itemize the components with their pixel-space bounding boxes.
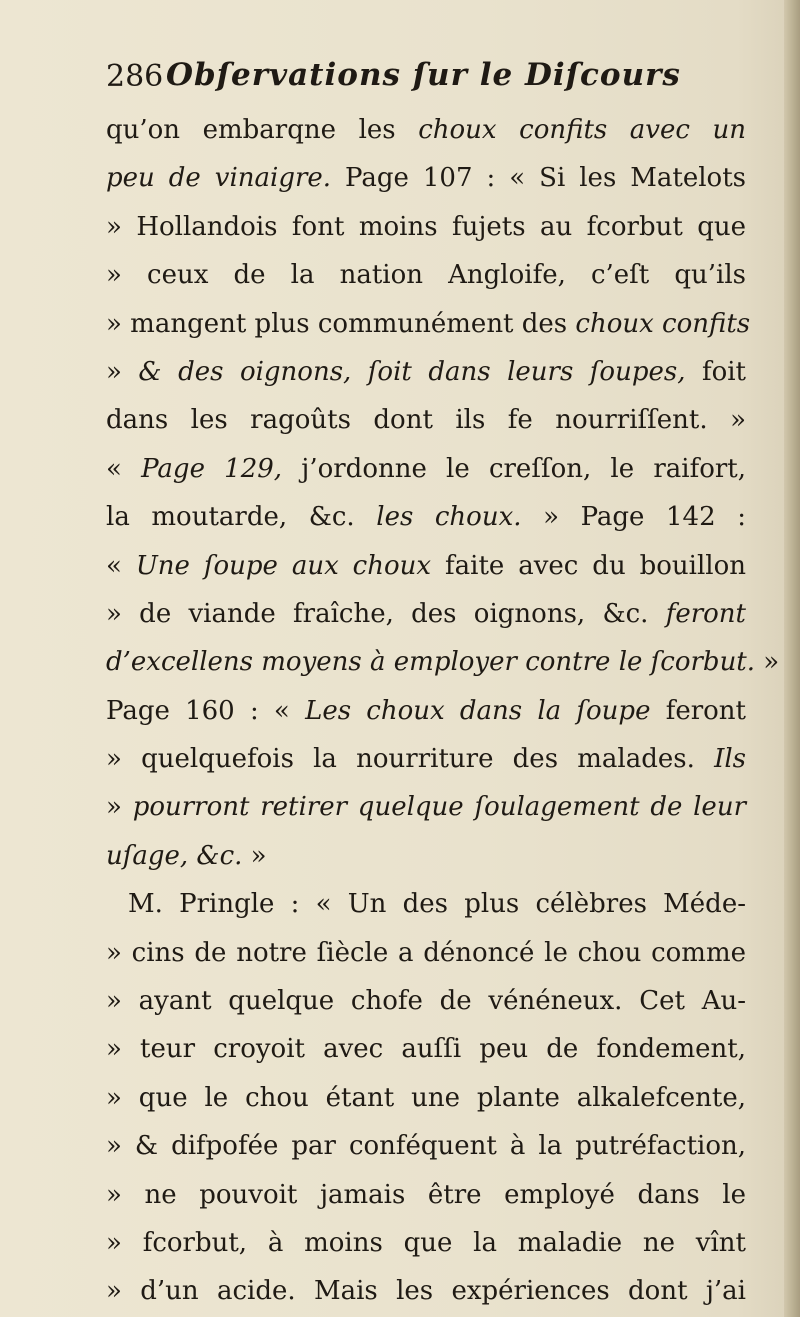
text-segment: » — [106, 792, 133, 823]
text-segment: dans les ragoûts dont ils fe nourriſſent. » — [106, 405, 746, 436]
text-line — [106, 1074, 746, 1122]
italic-text: Les choux dans la ſoupe — [305, 695, 651, 726]
body-text — [106, 106, 780, 1316]
text-segment: Page 107 : « Si les Matelots — [331, 163, 746, 194]
text-line — [106, 783, 746, 831]
italic-text: choux confits avec un — [418, 115, 746, 145]
running-title: Obſervations ſur le Diſcours — [166, 57, 681, 93]
text-line — [106, 106, 746, 154]
italic-text: d’excellens moyens à employer contre le ſcorbut. — [106, 647, 756, 678]
text-line — [106, 396, 746, 444]
page-binding-edge — [784, 0, 800, 1317]
text-segment: Page 160 : « — [106, 695, 306, 726]
page-number: 286 — [106, 59, 164, 94]
text-segment: » — [755, 647, 780, 678]
text-segment: » Page 142 : — [521, 502, 746, 533]
italic-text: peu de vinaigre. — [106, 163, 332, 194]
text-segment: » de viande fraîche, des oignons, &c. — [106, 598, 666, 629]
text-segment: » d’un acide. Mais les expériences dont j’ai — [106, 1276, 746, 1307]
text-segment: » fcorbut, à moins que la maladie ne vînt — [106, 1227, 746, 1258]
running-header — [106, 55, 746, 101]
text-segment: » mangent plus communément des — [106, 308, 576, 339]
text-line — [106, 203, 746, 251]
italic-text: Page 129, — [141, 453, 283, 484]
italic-text: les choux. — [376, 502, 522, 533]
text-segment: qu’on embarqne les — [106, 115, 419, 145]
text-segment: foit — [685, 356, 747, 387]
italic-text: choux confits — [575, 308, 751, 339]
text-segment: j’ordonne le creſſon, le raifort, — [282, 453, 746, 484]
text-segment: » cins de notre ſiècle a dénoncé le chou comme — [106, 937, 746, 968]
text-segment: « — [106, 550, 136, 581]
text-line — [106, 542, 746, 590]
text-line — [106, 832, 746, 880]
text-segment: » teur croyoit avec auſſi peu de fondement, — [106, 1034, 746, 1065]
text-line — [106, 251, 746, 299]
text-segment: M. Pringle : « Un des plus célèbres Méde- — [128, 889, 746, 920]
text-segment: faite avec du bouillon — [431, 550, 747, 581]
italic-text: Une ſoupe aux choux — [135, 550, 432, 581]
text-segment: feront — [650, 695, 746, 726]
text-line — [106, 1219, 746, 1267]
text-line — [106, 687, 746, 735]
text-segment: » que le chou étant une plante alkalefcente, — [106, 1082, 746, 1113]
italic-text: pourront retirer quelque ſoulagement de leur — [132, 792, 746, 823]
text-line — [106, 493, 746, 541]
italic-text: uſage, &c. — [106, 840, 243, 871]
text-line — [106, 348, 746, 396]
text-segment: » — [106, 356, 139, 387]
text-line — [106, 880, 746, 928]
text-line — [106, 638, 780, 686]
italic-text: Ils — [714, 744, 746, 775]
italic-text: & des oignons, ſoit dans leurs ſoupes, — [138, 356, 686, 387]
text-line — [106, 590, 746, 638]
text-line — [106, 977, 746, 1025]
text-segment: la moutarde, &c. — [106, 502, 377, 533]
italic-text: feront — [665, 598, 746, 629]
text-line — [106, 445, 746, 493]
text-line — [106, 929, 746, 977]
text-line — [106, 300, 751, 348]
text-segment: » quelquefois la nourriture des malades. — [106, 744, 715, 775]
text-segment: » Hollandois font moins fujets au fcorbut que — [106, 211, 746, 242]
text-segment: » ne pouvoit jamais être employé dans le — [106, 1179, 746, 1210]
text-line — [106, 735, 746, 783]
text-segment: » — [242, 840, 267, 871]
text-line — [106, 1267, 746, 1315]
text-segment: « — [106, 453, 142, 484]
text-line — [106, 154, 746, 202]
text-line — [106, 1171, 746, 1219]
text-segment: » ceux de la nation Angloife, c’eſt qu’ils — [106, 260, 746, 291]
text-line — [106, 1025, 746, 1073]
text-line — [106, 1122, 746, 1170]
text-segment: » & difpofée par conféquent à la putréfaction, — [106, 1131, 746, 1162]
text-segment: » ayant quelque chofe de vénéneux. Cet Au- — [106, 986, 746, 1017]
